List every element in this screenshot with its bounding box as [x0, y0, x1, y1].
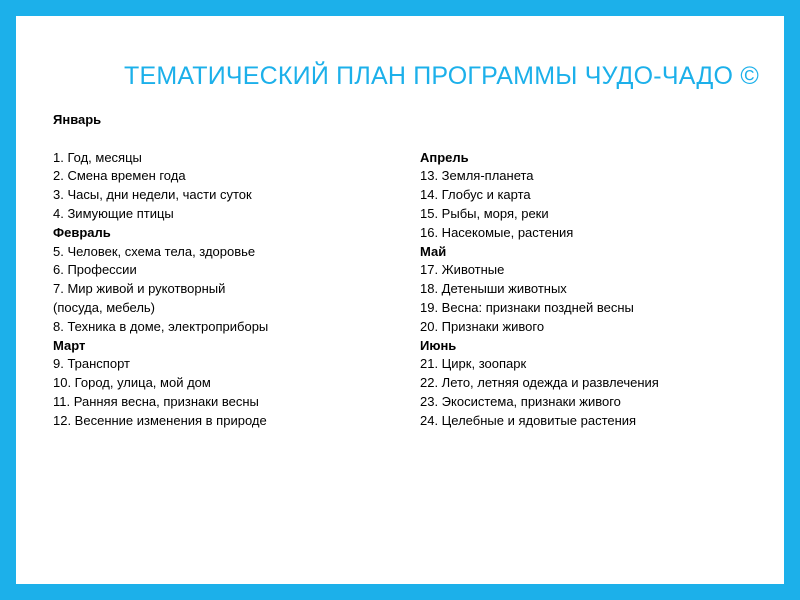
topic-item: 20. Признаки живого: [420, 318, 545, 334]
left-column: [53, 111, 383, 431]
topic-item: 4. Зимующие птицы: [53, 205, 174, 221]
topic-item: 24. Целебные и ядовитые растения: [420, 412, 637, 428]
topic-item-continuation: (посуда, мебель): [53, 299, 156, 315]
blank-line: [420, 111, 760, 130]
month-heading-february: Февраль: [53, 224, 111, 240]
topic-item: 12. Весенние изменения в природе: [53, 412, 267, 428]
month-heading-january: Январь: [53, 112, 102, 127]
month-heading-may: Май: [420, 243, 447, 259]
topic-item: 11. Ранняя весна, признаки весны: [53, 393, 259, 409]
topic-item: 3. Часы, дни недели, части суток: [53, 187, 252, 203]
topic-item: 18. Детеныши животных: [420, 281, 567, 297]
topic-item: 6. Профессии: [53, 262, 137, 278]
topic-item: 13. Земля-планета: [420, 168, 534, 184]
right-column: [420, 111, 760, 431]
topic-item: 16. Насекомые, растения: [420, 224, 574, 240]
topic-item: 8. Техника в доме, электроприборы: [53, 318, 269, 334]
blank-line: [420, 130, 760, 149]
page-title: ТЕМАТИЧЕСКИЙ ПЛАН ПРОГРАММЫ ЧУДО-ЧАДО ©: [124, 62, 759, 90]
topic-item: 23. Экосистема, признаки живого: [420, 393, 621, 409]
topic-item: 22. Лето, летняя одежда и развлечения: [420, 375, 659, 391]
topic-item: 21. Цирк, зоопарк: [420, 356, 527, 372]
topic-item: 1. Год, месяцы: [53, 149, 142, 165]
topic-item: 14. Глобус и карта: [420, 187, 531, 203]
topic-item: 10. Город, улица, мой дом: [53, 375, 211, 391]
topic-item: 5. Человек, схема тела, здоровье: [53, 243, 256, 259]
month-heading-march: Март: [53, 337, 86, 353]
month-heading-april: Апрель: [420, 149, 469, 165]
month-heading-june: Июнь: [420, 337, 457, 353]
topic-item: 2. Смена времен года: [53, 168, 186, 184]
topic-item: 17. Животные: [420, 262, 505, 278]
topic-item: 9. Транспорт: [53, 356, 130, 372]
blank-line: [53, 130, 383, 149]
topic-item: 19. Весна: признаки поздней весны: [420, 299, 634, 315]
topic-item: 7. Мир живой и рукотворный: [53, 281, 226, 297]
topic-item: 15. Рыбы, моря, реки: [420, 205, 549, 221]
